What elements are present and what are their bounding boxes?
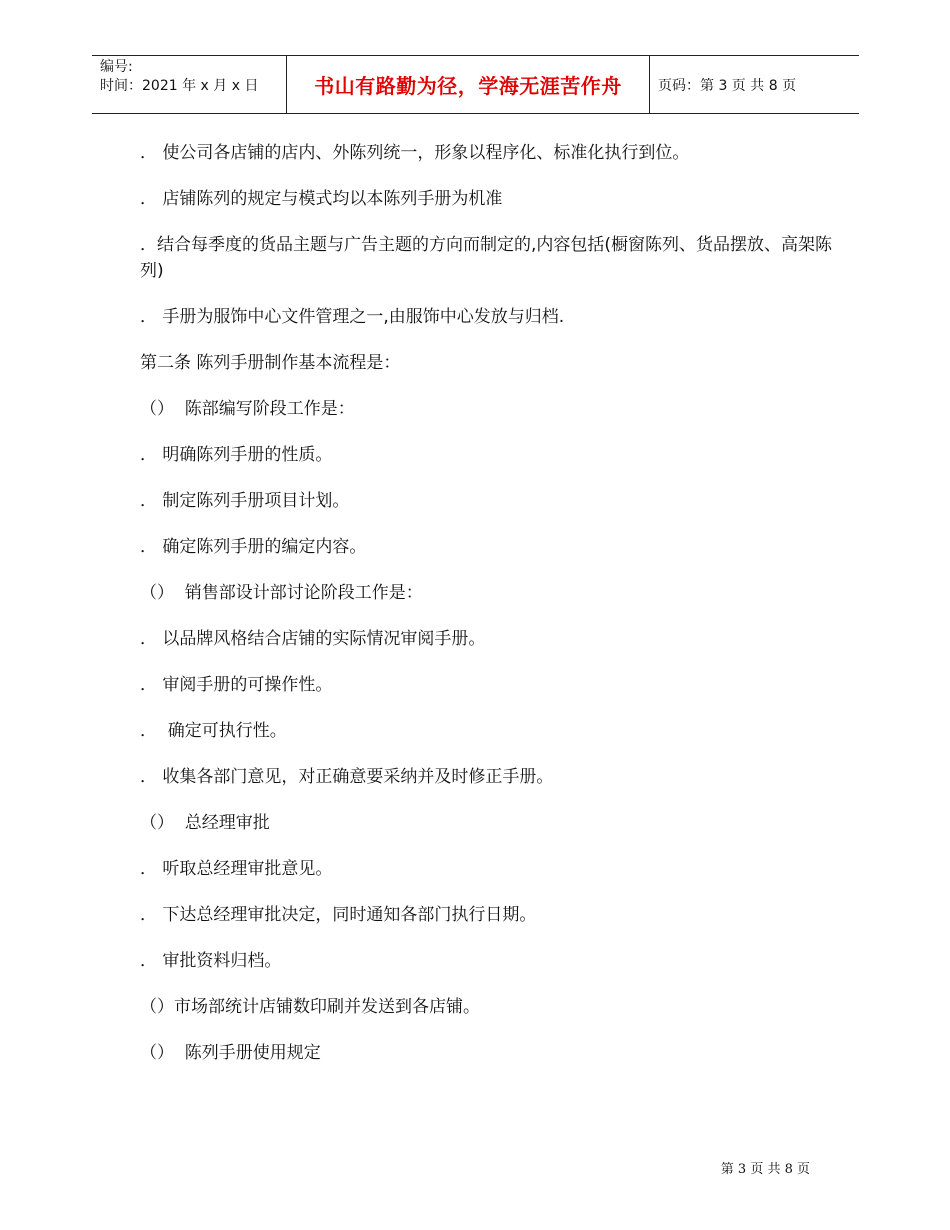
document-body: [140, 140, 840, 1086]
section-heading: 第二条 陈列手册制作基本流程是：: [140, 353, 401, 373]
paragraph: ． 下达总经理审批决定，同时通知各部门执行日期。: [140, 905, 537, 925]
subsection-heading: （） 陈部编写阶段工作是：: [140, 399, 355, 419]
paragraph: ． 确定陈列手册的编定内容。: [140, 537, 367, 557]
document-date: 时间：2021 年 x 月 x 日: [100, 78, 259, 94]
subsection-heading: （） 陈列手册使用规定: [140, 1043, 321, 1063]
paragraph: ． 审阅手册的可操作性。: [140, 675, 333, 695]
header-page-info: 页码：第 3 页 共 8 页: [658, 77, 797, 94]
subsection-heading: （） 总经理审批: [140, 813, 270, 833]
paragraph: ． 制定陈列手册项目计划。: [140, 491, 350, 511]
subsection-heading: （） 销售部设计部讨论阶段工作是：: [140, 583, 423, 603]
page-footer-number: 第 3 页 共 8 页: [720, 1162, 810, 1177]
paragraph: ． 收集各部门意见，对正确意要采纳并及时修正手册。: [140, 767, 554, 787]
paragraph: ． 审批资料归档。: [140, 951, 282, 971]
paragraph: ． 店铺陈列的规定与模式均以本陈列手册为机准: [140, 189, 503, 209]
paragraph: ． 明确陈列手册的性质。: [140, 445, 333, 465]
page-header: [92, 55, 859, 114]
header-meta: [92, 56, 286, 113]
paragraph: ． 使公司各店铺的店内、外陈列统一，形象以程序化、标准化执行到位。: [140, 143, 690, 163]
document-number-label: 编号:: [100, 59, 133, 75]
subsection-heading: （）市场部统计店铺数印刷并发送到各店铺。: [140, 997, 480, 1017]
paragraph: ． 确定可执行性。: [140, 721, 287, 741]
paragraph: ． 以品牌风格结合店铺的实际情况审阅手册。: [140, 629, 486, 649]
paragraph: ． 手册为服饰中心文件管理之一,由服饰中心发放与归档.: [140, 307, 565, 327]
paragraph: ．结合每季度的货品主题与广告主题的方向而制定的,内容包括(橱窗陈列、货品摆放、高架陈列): [140, 235, 833, 281]
header-motto: 书山有路勤为径，学海无涯苦作舟: [286, 56, 650, 113]
paragraph: ． 听取总经理审批意见。: [140, 859, 333, 879]
